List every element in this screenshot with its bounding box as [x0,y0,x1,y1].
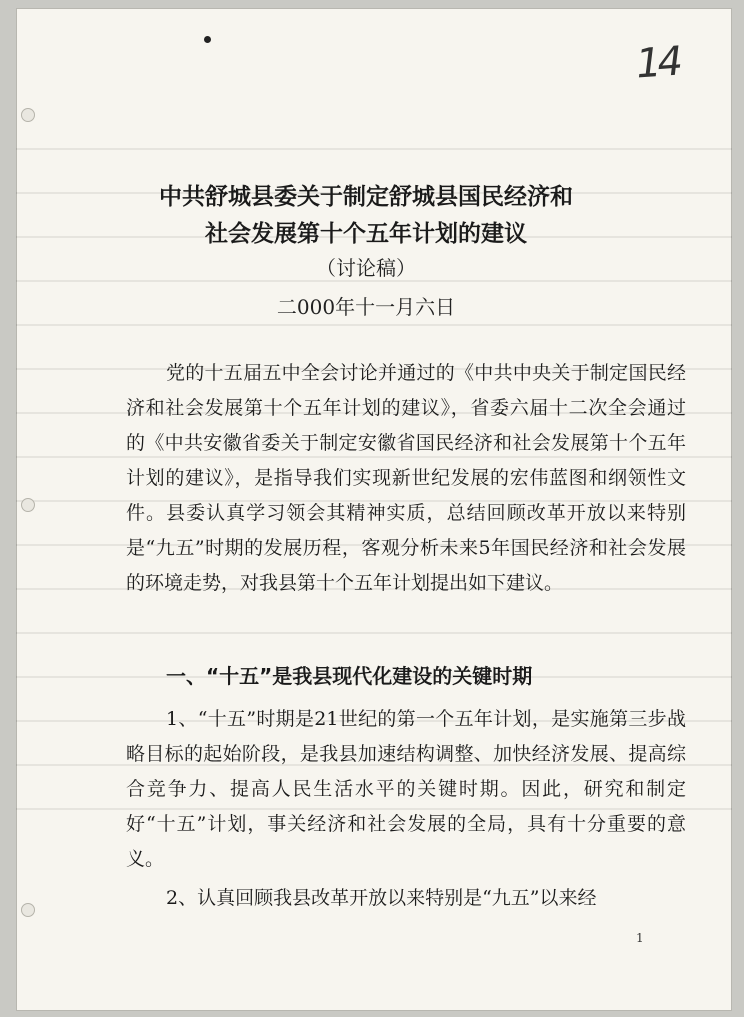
draft-label: （讨论稿） [316,256,416,280]
ink-dot [204,36,211,43]
page-number: 1 [636,931,644,945]
handwritten-page-number: 14 [634,38,681,88]
title-line-1: 中共舒城县委关于制定舒城县国民经济和 [159,184,573,210]
punch-hole-icon [21,108,35,122]
punch-hole-icon [21,903,35,917]
section-paragraph-2: 2、认真回顾我县改革开放以来特别是“九五”以来经 [166,887,597,909]
document-page [16,8,732,1011]
title-line-2: 社会发展第十个五年计划的建议 [205,221,527,247]
punch-hole-icon [21,498,35,512]
section-heading: 一、“十五”是我县现代化建设的关键时期 [166,664,533,688]
section-paragraph-1: 1、“十五”时期是21世纪的第一个五年计划，是实施第三步战略目标的起始阶段，是我县加速结构调整、加快经济发展、提高综合竞争力、提高人民生活水平的关键时期。因此，研究和制定好“十五”计划，事关经济和社会发展的全局，具有十分重要的意义。 [126,708,686,870]
document-date: 二000年十一月六日 [276,295,456,319]
intro-paragraph: 党的十五届五中全会讨论并通过的《中共中央关于制定国民经济和社会发展第十个五年计划的建议》，省委六届十二次全会通过的《中共安徽省委关于制定安徽省国民经济和社会发展第十个五年计划的建议》，是指导我们实现新世纪发展的宏伟蓝图和纲领性文件。县委认真学习领会其精神实质，总结回顾改革开放以来特别是“九五”时期的发展历程，客观分析未来5年国民经济和社会发展的环境走势，对我县第十个五年计划提出如下建议。 [126,362,686,594]
